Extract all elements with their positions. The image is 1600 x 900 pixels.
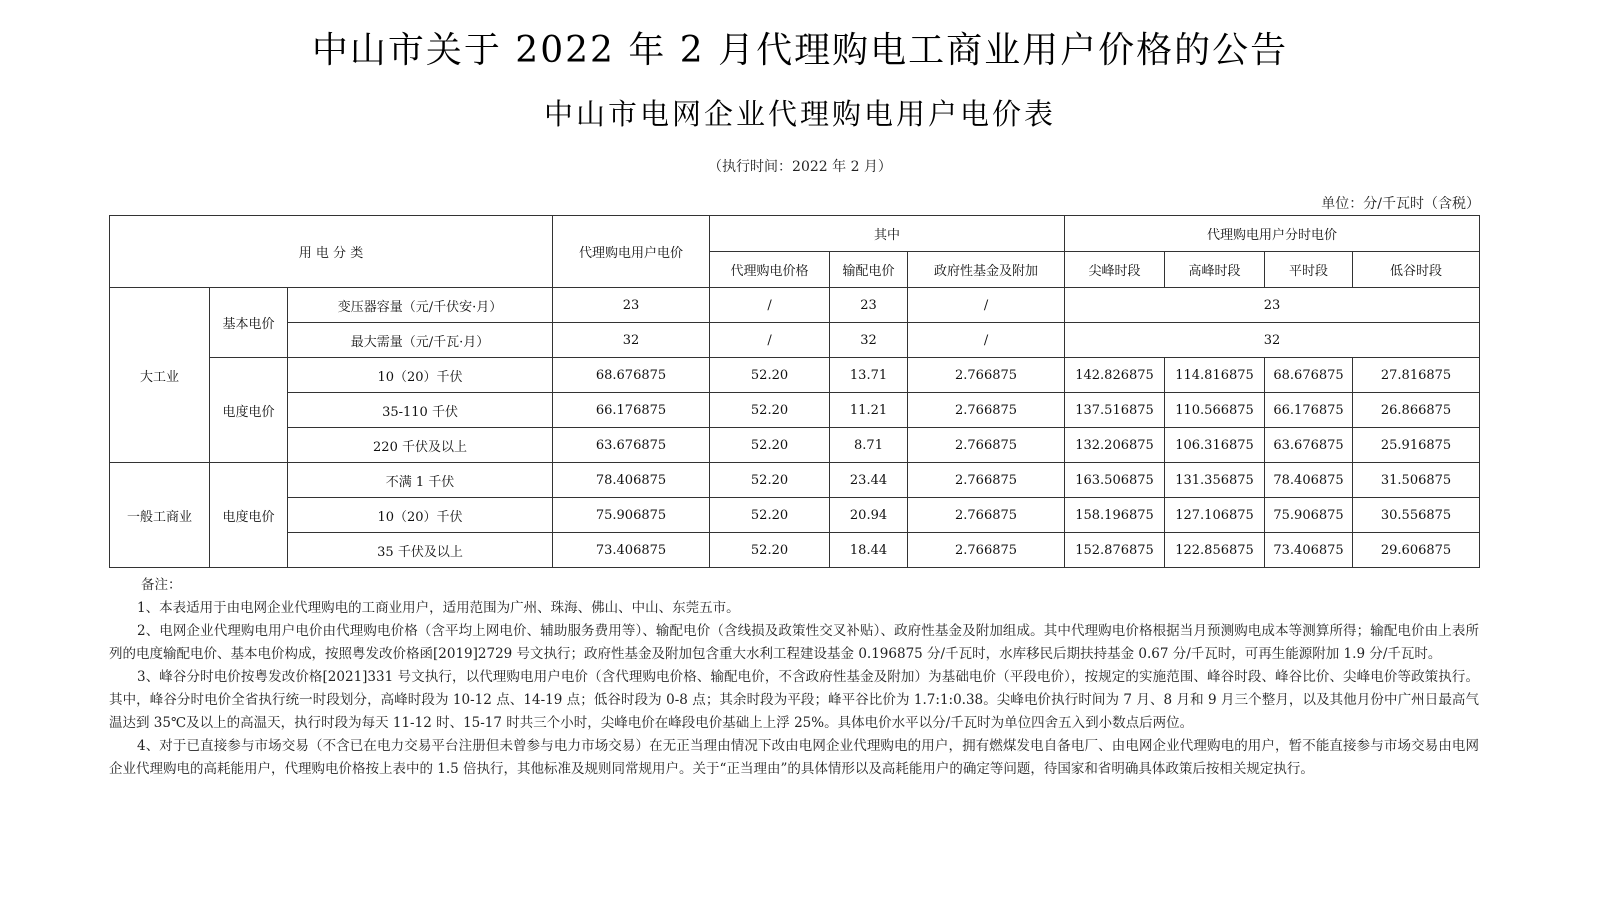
cell-peak: 152.876875 bbox=[1065, 533, 1165, 568]
cell-high: 106.316875 bbox=[1165, 428, 1265, 463]
subgroup-basic-price: 基本电价 bbox=[210, 288, 288, 358]
cell-high: 110.566875 bbox=[1165, 393, 1265, 428]
note-item: 3、峰谷分时电价按粤发改价格[2021]331 号文执行，以代理购电用户电价（含代理购电价格、输配电价，不含政府性基金及附加）为基础电价（平段电价），按规定的实施范围、峰谷时段、峰谷比价、尖峰电价等政策执行。其中，峰谷分时电价全省执行统一时段划分，高峰时段为 10-12 点、14-19 点；低谷时段为 0-8 点；其余时段为平段；峰平谷比价为 1.7:1:0.38。尖峰电价执行时间为 7 月、8 月和 9 月三个整月，以及其他月份中广州日最高气温达到 35℃及以上的高温天，执行时段为每天 11-12 时、15-17 时共三个小时，尖峰电价在峰段电价基础上上浮 25%。具体电价水平以分/千瓦时为单位四舍五入到小数点后两位。 bbox=[109, 669, 1479, 731]
cell-user-price: 66.176875 bbox=[553, 393, 710, 428]
row-label: 10（20）千伏 bbox=[288, 498, 553, 533]
cell-government-fund: 2.766875 bbox=[908, 358, 1065, 393]
cell-low: 26.866875 bbox=[1353, 393, 1480, 428]
execution-time: （执行时间：2022 年 2 月） bbox=[708, 159, 892, 175]
cell-user-price: 75.906875 bbox=[553, 498, 710, 533]
header-tou: 代理购电用户分时电价 bbox=[1065, 216, 1480, 252]
header-category: 用 电 分 类 bbox=[110, 216, 553, 288]
row-label: 10（20）千伏 bbox=[288, 358, 553, 393]
price-table bbox=[109, 215, 1480, 568]
cell-low: 25.916875 bbox=[1353, 428, 1480, 463]
cell-low: 29.606875 bbox=[1353, 533, 1480, 568]
cell-peak: 163.506875 bbox=[1065, 463, 1165, 498]
subgroup-energy-price: 电度电价 bbox=[210, 463, 288, 568]
table-row bbox=[110, 428, 1480, 463]
header-high: 高峰时段 bbox=[1165, 252, 1265, 288]
header-row-1 bbox=[110, 216, 1480, 252]
page-title: 中山市关于 2022 年 2 月代理购电工商业用户价格的公告 bbox=[311, 30, 1289, 71]
header-user-price: 代理购电用户电价 bbox=[553, 216, 710, 288]
cell-proxy-price: / bbox=[710, 288, 830, 323]
cell-transmission-price: 20.94 bbox=[830, 498, 908, 533]
cell-proxy-price: 52.20 bbox=[710, 393, 830, 428]
cell-transmission-price: 23.44 bbox=[830, 463, 908, 498]
cell-government-fund: 2.766875 bbox=[908, 428, 1065, 463]
row-label: 不满 1 千伏 bbox=[288, 463, 553, 498]
header-of-which: 其中 bbox=[710, 216, 1065, 252]
cell-transmission-price: 8.71 bbox=[830, 428, 908, 463]
table-row bbox=[110, 323, 1480, 358]
cell-peak: 137.516875 bbox=[1065, 393, 1165, 428]
cell-high: 114.816875 bbox=[1165, 358, 1265, 393]
group-large-industry: 大工业 bbox=[110, 288, 210, 463]
cell-flat: 78.406875 bbox=[1265, 463, 1353, 498]
table-row bbox=[110, 393, 1480, 428]
cell-government-fund: 2.766875 bbox=[908, 498, 1065, 533]
row-label: 变压器容量（元/千伏安·月） bbox=[288, 288, 553, 323]
table-row bbox=[110, 288, 1480, 323]
header-government-fund: 政府性基金及附加 bbox=[908, 252, 1065, 288]
cell-low: 30.556875 bbox=[1353, 498, 1480, 533]
header-transmission-price: 输配电价 bbox=[830, 252, 908, 288]
cell-government-fund: 2.766875 bbox=[908, 463, 1065, 498]
cell-user-price: 63.676875 bbox=[553, 428, 710, 463]
table-row bbox=[110, 498, 1480, 533]
table-row bbox=[110, 463, 1480, 498]
cell-proxy-price: 52.20 bbox=[710, 428, 830, 463]
cell-transmission-price: 18.44 bbox=[830, 533, 908, 568]
header-flat: 平时段 bbox=[1265, 252, 1353, 288]
row-label: 最大需量（元/千瓦·月） bbox=[288, 323, 553, 358]
row-label: 220 千伏及以上 bbox=[288, 428, 553, 463]
note-item: 2、电网企业代理购电用户电价由代理购电价格（含平均上网电价、辅助服务费用等）、输配电价（含线损及政策性交叉补贴）、政府性基金及附加组成。其中代理购电价格根据当月预测购电成本等测算所得；输配电价由上表所列的电度输配电价、基本电价构成，按照粤发改价格函[2019]2729 号文执行；政府性基金及附加包含重大水利工程建设基金 0.196875 分/千瓦时，水库移民后期扶持基金 0.67 分/千瓦时，可再生能源附加 1.9 分/千瓦时。 bbox=[109, 623, 1479, 662]
cell-user-price: 68.676875 bbox=[553, 358, 710, 393]
cell-proxy-price: 52.20 bbox=[710, 463, 830, 498]
cell-flat: 66.176875 bbox=[1265, 393, 1353, 428]
notes-heading: 备注： bbox=[141, 577, 182, 593]
row-label: 35-110 千伏 bbox=[288, 393, 553, 428]
header-peak: 尖峰时段 bbox=[1065, 252, 1165, 288]
cell-high: 131.356875 bbox=[1165, 463, 1265, 498]
table-row bbox=[110, 533, 1480, 568]
cell-proxy-price: / bbox=[710, 323, 830, 358]
cell-user-price: 23 bbox=[553, 288, 710, 323]
cell-transmission-price: 23 bbox=[830, 288, 908, 323]
cell-flat: 73.406875 bbox=[1265, 533, 1353, 568]
cell-user-price: 32 bbox=[553, 323, 710, 358]
row-label: 35 千伏及以上 bbox=[288, 533, 553, 568]
cell-government-fund: 2.766875 bbox=[908, 533, 1065, 568]
cell-flat: 75.906875 bbox=[1265, 498, 1353, 533]
cell-tou-merged: 23 bbox=[1065, 288, 1480, 323]
cell-user-price: 78.406875 bbox=[553, 463, 710, 498]
cell-proxy-price: 52.20 bbox=[710, 498, 830, 533]
note-item: 4、对于已直接参与市场交易（不含已在电力交易平台注册但未曾参与电力市场交易）在无正当理由情况下改由电网企业代理购电的用户，拥有燃煤发电自备电厂、由电网企业代理购电的用户，暂不能直接参与市场交易由电网企业代理购电的高耗能用户，代理购电价格按上表中的 1.5 倍执行，其他标准及规则同常规用户。关于“正当理由”的具体情形以及高耗能用户的确定等问题，待国家和省明确具体政策后按相关规定执行。 bbox=[109, 738, 1479, 777]
cell-flat: 63.676875 bbox=[1265, 428, 1353, 463]
cell-user-price: 73.406875 bbox=[553, 533, 710, 568]
cell-transmission-price: 32 bbox=[830, 323, 908, 358]
note-item: 1、本表适用于由电网企业代理购电的工商业用户，适用范围为广州、珠海、佛山、中山、东莞五市。 bbox=[137, 600, 740, 616]
cell-transmission-price: 11.21 bbox=[830, 393, 908, 428]
cell-flat: 68.676875 bbox=[1265, 358, 1353, 393]
cell-proxy-price: 52.20 bbox=[710, 533, 830, 568]
cell-peak: 142.826875 bbox=[1065, 358, 1165, 393]
header-proxy-price: 代理购电价格 bbox=[710, 252, 830, 288]
page-subtitle: 中山市电网企业代理购电用户电价表 bbox=[543, 97, 1056, 131]
notes-section bbox=[109, 574, 1479, 781]
header-low: 低谷时段 bbox=[1353, 252, 1480, 288]
cell-transmission-price: 13.71 bbox=[830, 358, 908, 393]
cell-government-fund: 2.766875 bbox=[908, 393, 1065, 428]
cell-proxy-price: 52.20 bbox=[710, 358, 830, 393]
cell-peak: 158.196875 bbox=[1065, 498, 1165, 533]
cell-government-fund: / bbox=[908, 323, 1065, 358]
cell-government-fund: / bbox=[908, 288, 1065, 323]
cell-high: 127.106875 bbox=[1165, 498, 1265, 533]
unit-label: 单位：分/千瓦时（含税） bbox=[1321, 196, 1480, 212]
table-row bbox=[110, 358, 1480, 393]
cell-peak: 132.206875 bbox=[1065, 428, 1165, 463]
cell-high: 122.856875 bbox=[1165, 533, 1265, 568]
group-general-commercial: 一般工商业 bbox=[110, 463, 210, 568]
cell-tou-merged: 32 bbox=[1065, 323, 1480, 358]
subgroup-energy-price: 电度电价 bbox=[210, 358, 288, 463]
cell-low: 27.816875 bbox=[1353, 358, 1480, 393]
cell-low: 31.506875 bbox=[1353, 463, 1480, 498]
